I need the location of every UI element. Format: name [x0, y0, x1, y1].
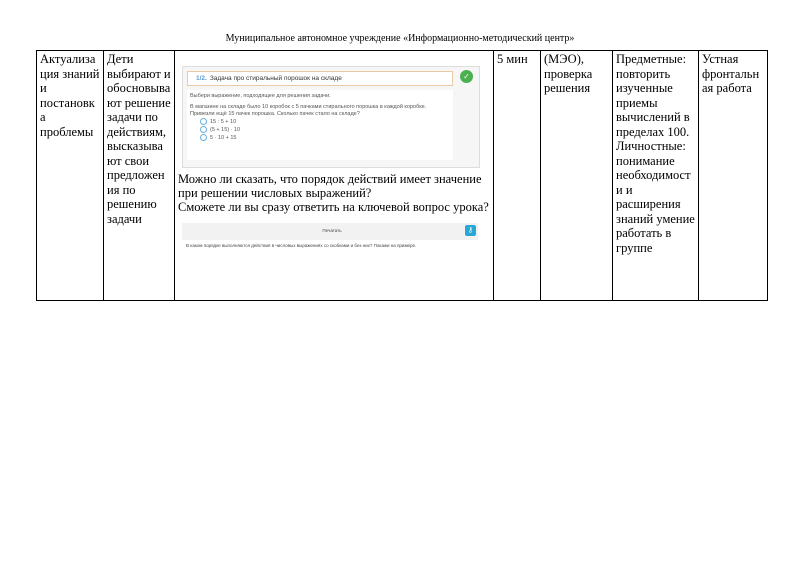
print-label: Печатать [322, 228, 342, 233]
lesson-table [36, 50, 768, 301]
key-question-screenshot [182, 223, 478, 248]
question-1: Можно ли сказать, что порядок действий имеет значение при решении числовых выражений? [178, 172, 482, 200]
question-2: Сможете ли вы сразу ответить на ключевой вопрос урока? [178, 200, 489, 214]
task-screenshot [182, 66, 480, 168]
document-header: Муниципальное автономное учреждение «Информационно-методический центр» [225, 33, 575, 44]
task-instruction: Выбери выражение, подходящее для решения задачи. [190, 93, 331, 99]
form-cell: Устная фронтальная работа [699, 51, 768, 301]
stage-cell: Актуализация знаний и постановка проблемы [37, 51, 104, 301]
check-icon: ✓ [460, 70, 473, 83]
activity-cell: Дети выбирают и обосновывают решение задачи по действиям, высказывают свои предложения по решению задачи [104, 51, 175, 301]
radio-icon[interactable] [200, 118, 207, 125]
option[interactable]: 5 · 10 + 15 [200, 134, 450, 142]
table-row [37, 51, 768, 301]
time-cell: 5 мин [494, 51, 541, 301]
results-cell: Предметные: повторить изученные приемы вычислений в пределах 100. Личностные: понимание необходимости и расширения знаний умение работать в группе [613, 51, 699, 301]
task-problem: В магазине на складе было 10 коробок с 5 пачками стирального порошка в каждой коробке. Привезли ещё 15 пачек порошка. Сколько пачек стало на складе? [190, 104, 427, 117]
task-number: 1/2. [196, 75, 207, 82]
option[interactable]: (5 + 15) · 10 [200, 126, 450, 134]
radio-icon[interactable] [200, 126, 207, 133]
option[interactable]: 15 : 5 + 10 [200, 118, 450, 126]
task-header [187, 71, 453, 86]
content-cell [175, 51, 494, 301]
task-title: Задача про стиральный порошок на складе [209, 75, 342, 82]
key-icon: ⚷ [465, 225, 476, 236]
key-question-text: В каком порядке выполняются действия в числовых выражениях со скобками и без них? Покажи на примере. [186, 242, 417, 248]
task-body [187, 90, 453, 160]
method-cell: (МЭО), проверка решения [541, 51, 613, 301]
radio-icon[interactable] [200, 134, 207, 141]
